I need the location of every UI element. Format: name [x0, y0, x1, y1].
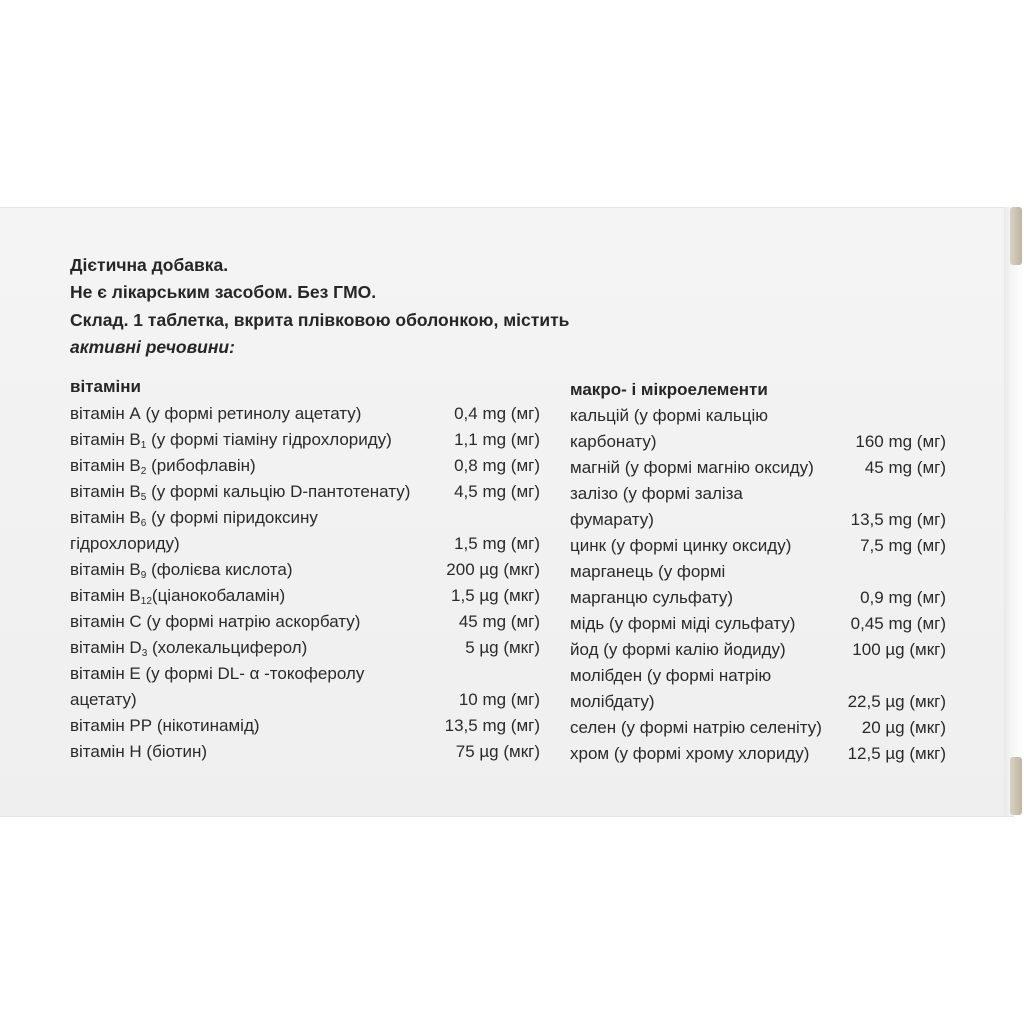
- vitamin-name: вітамін Е (у формі DL- α -токоферолу: [70, 664, 365, 683]
- vitamin-amount: 1,5 mg (мг): [454, 534, 540, 553]
- vitamin-amount: 75 µg (мкг): [455, 742, 540, 761]
- vitamin-subscript: 6: [140, 518, 147, 529]
- vitamin-name: вітамін Н (біотин): [70, 742, 208, 761]
- vitamin-amount: 0,4 mg (мг): [454, 404, 540, 423]
- vitamin-form: (у формі тіаміну гідрохлориду): [146, 430, 392, 449]
- vitamin-letter: вітамін В: [70, 482, 141, 501]
- mineral-name: мідь (у формі міді сульфату): [570, 614, 796, 633]
- vitamin-name: [70, 507, 318, 529]
- vitamin-name: вітамін А (у формі ретинолу ацетату): [70, 404, 362, 423]
- vitamin-letter: вітамін В: [70, 586, 141, 605]
- composition-intro: Склад. 1 таблетка, вкрита плівковою оболонкою, містить: [70, 310, 570, 330]
- not-medicine-notice: Не є лікарським засобом. Без ГМО.: [70, 282, 377, 302]
- vitamin-subscript: 9: [140, 570, 147, 581]
- vitamin-name: вітамін С (у формі натрію аскорбату): [70, 612, 361, 631]
- vitamin-name: вітамін РР (нікотинамід): [70, 716, 260, 735]
- vitamin-letter: вітамін В: [70, 508, 141, 527]
- vitamin-form: (фолієва кислота): [146, 560, 293, 579]
- mineral-name: залізо (у формі заліза: [570, 484, 743, 503]
- mineral-name: фумарату): [570, 510, 654, 529]
- mineral-amount: 20 µg (мкг): [861, 718, 946, 737]
- vitamin-name: [70, 429, 392, 451]
- vitamin-name: [70, 559, 293, 581]
- mineral-amount: 22,5 µg (мкг): [847, 692, 946, 711]
- vitamin-name: [70, 481, 410, 503]
- package-edge-top: [1010, 207, 1022, 265]
- vitamin-letter: вітамін В: [70, 456, 141, 475]
- vitamin-form: (рибофлавін): [146, 456, 256, 475]
- vitamin-letter: вітамін В: [70, 560, 141, 579]
- vitamin-form: (холекальциферол): [147, 638, 308, 657]
- vitamin-subscript: 5: [140, 492, 147, 503]
- vitamin-name: [70, 585, 285, 607]
- vitamin-name: [70, 637, 307, 659]
- mineral-amount: 100 µg (мкг): [852, 640, 946, 659]
- vitamin-amount: 0,8 mg (мг): [454, 456, 540, 475]
- minerals-title: макро- і мікроелементи: [570, 380, 768, 399]
- vitamin-amount: 13,5 mg (мг): [444, 716, 540, 735]
- vitamin-subscript: 12: [140, 596, 152, 607]
- mineral-name: молібден (у формі натрію: [570, 666, 772, 685]
- vitamin-subscript: 2: [140, 466, 147, 477]
- vitamin-subscript: 3: [141, 648, 148, 659]
- vitamin-form: (у формі кальцію D-пантотенату): [146, 482, 411, 501]
- mineral-amount: 160 mg (мг): [855, 432, 946, 451]
- package-side-edge: [1004, 207, 1024, 815]
- mineral-amount: 13,5 mg (мг): [850, 510, 946, 529]
- vitamin-letter: вітамін В: [70, 430, 141, 449]
- vitamin-amount: 200 µg (мкг): [446, 560, 540, 579]
- mineral-name: марганцю сульфату): [570, 588, 734, 607]
- mineral-name: цинк (у формі цинку оксиду): [570, 536, 792, 555]
- vitamin-amount: 5 µg (мкг): [465, 638, 540, 657]
- vitamin-amount: 4,5 mg (мг): [454, 482, 540, 501]
- mineral-name: йод (у формі калію йодиду): [570, 640, 786, 659]
- mineral-amount: 12,5 µg (мкг): [847, 744, 946, 763]
- mineral-name: хром (у формі хрому хлориду): [570, 744, 810, 763]
- package-edge-bottom: [1010, 757, 1022, 815]
- mineral-amount: 0,45 mg (мг): [850, 614, 946, 633]
- vitamin-name: [70, 455, 256, 477]
- vitamins-title: вітаміни: [70, 377, 141, 396]
- vitamin-name: ацетату): [70, 690, 137, 709]
- mineral-amount: 7,5 mg (мг): [860, 536, 946, 555]
- vitamin-name: гідрохлориду): [70, 534, 180, 553]
- mineral-amount: 0,9 mg (мг): [860, 588, 946, 607]
- mineral-name: марганець (у формі: [570, 562, 726, 581]
- active-substances-heading: активні речовини:: [70, 337, 235, 357]
- vitamin-form: (у формі піридоксину: [146, 508, 318, 527]
- vitamin-amount: 45 mg (мг): [458, 612, 540, 631]
- mineral-name: кальцій (у формі кальцію: [570, 406, 769, 425]
- mineral-name: селен (у формі натрію селеніту): [570, 718, 822, 737]
- mineral-amount: 45 mg (мг): [864, 458, 946, 477]
- vitamin-amount: 10 mg (мг): [458, 690, 540, 709]
- mineral-name: молібдату): [570, 692, 655, 711]
- vitamin-subscript: 1: [140, 440, 147, 451]
- vitamin-letter: вітамін D: [70, 638, 142, 657]
- mineral-name: магній (у формі магнію оксиду): [570, 458, 814, 477]
- supplement-type: Дієтична добавка.: [70, 255, 229, 275]
- vitamin-amount: 1,1 mg (мг): [454, 430, 540, 449]
- mineral-name: карбонату): [570, 432, 657, 451]
- vitamin-amount: 1,5 µg (мкг): [451, 586, 540, 605]
- vitamin-form: (ціанокобаламін): [151, 586, 286, 605]
